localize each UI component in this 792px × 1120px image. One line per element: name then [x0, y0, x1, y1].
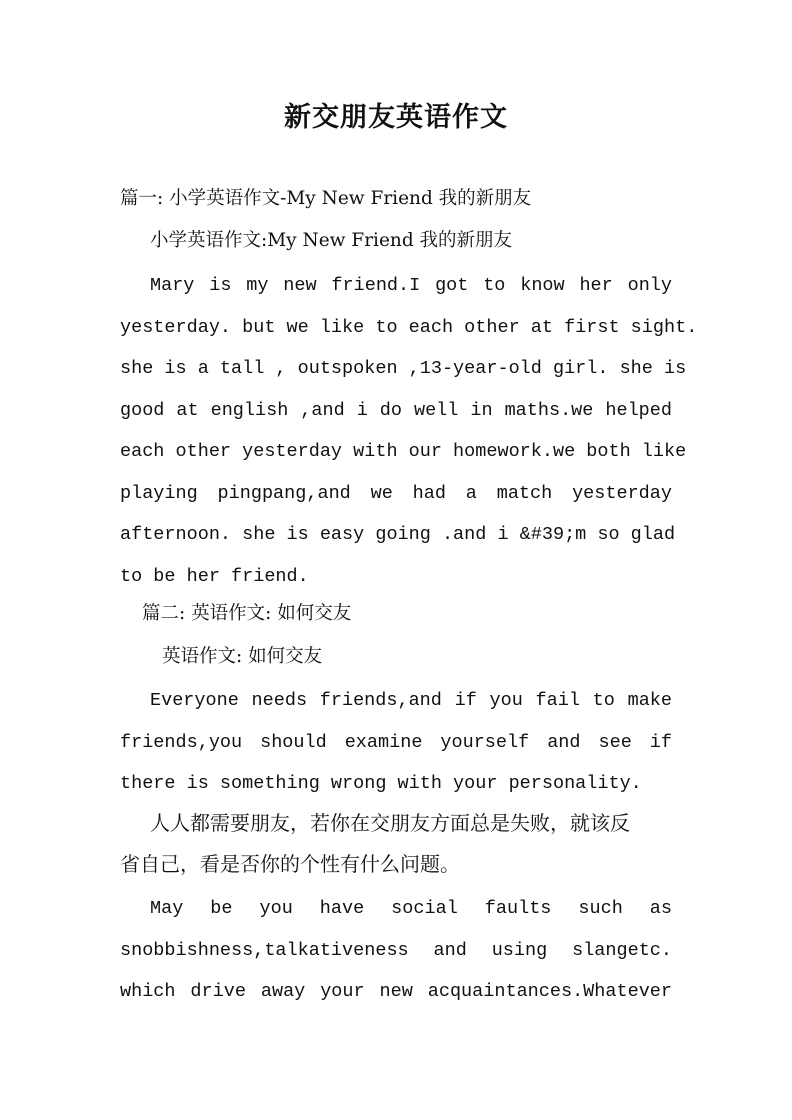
- subheading-1: 小学英语作文:My New Friend 我的新朋友: [150, 230, 513, 251]
- paragraph-line: May be you have social faults such as: [150, 898, 672, 919]
- paragraph-line-chinese: 人人都需要朋友，若你在交朋友方面总是失败，就该反: [150, 811, 630, 835]
- paragraph-line: each other yesterday with our homework.we both like: [120, 441, 687, 462]
- section-heading-1: 篇一: 小学英语作文-My New Friend 我的新朋友: [120, 188, 532, 209]
- paragraph-line: which drive away your new acquaintances.Whatever: [120, 981, 672, 1002]
- paragraph-line: Mary is my new friend.I got to know her only: [150, 275, 672, 296]
- paragraph-line: playing pingpang,and we had a match yesterday: [120, 483, 672, 504]
- paragraph-line: friends,you should examine yourself and see if: [120, 732, 672, 753]
- subheading-2: 英语作文: 如何交友: [162, 646, 323, 667]
- page-title: 新交朋友英语作文: [284, 102, 508, 133]
- paragraph-line: there is something wrong with your personality.: [120, 773, 642, 794]
- section-heading-2: 篇二: 英语作文: 如何交友: [142, 603, 352, 624]
- paragraph-line-chinese: 省自己，看是否你的个性有什么问题。: [120, 852, 460, 876]
- paragraph-line: good at english ,and i do well in maths.we helped: [120, 400, 672, 421]
- paragraph-line: snobbishness,talkativeness and using slangetc.: [120, 940, 672, 961]
- paragraph-line: afternoon. she is easy going .and i &#39;m so glad: [120, 524, 676, 545]
- paragraph-line: Everyone needs friends,and if you fail to make: [150, 690, 672, 711]
- paragraph-line: to be her friend.: [120, 566, 309, 587]
- paragraph-line: yesterday. but we like to each other at first sight.: [120, 317, 698, 338]
- paragraph-line: she is a tall , outspoken ,13-year-old girl. she is: [120, 358, 687, 379]
